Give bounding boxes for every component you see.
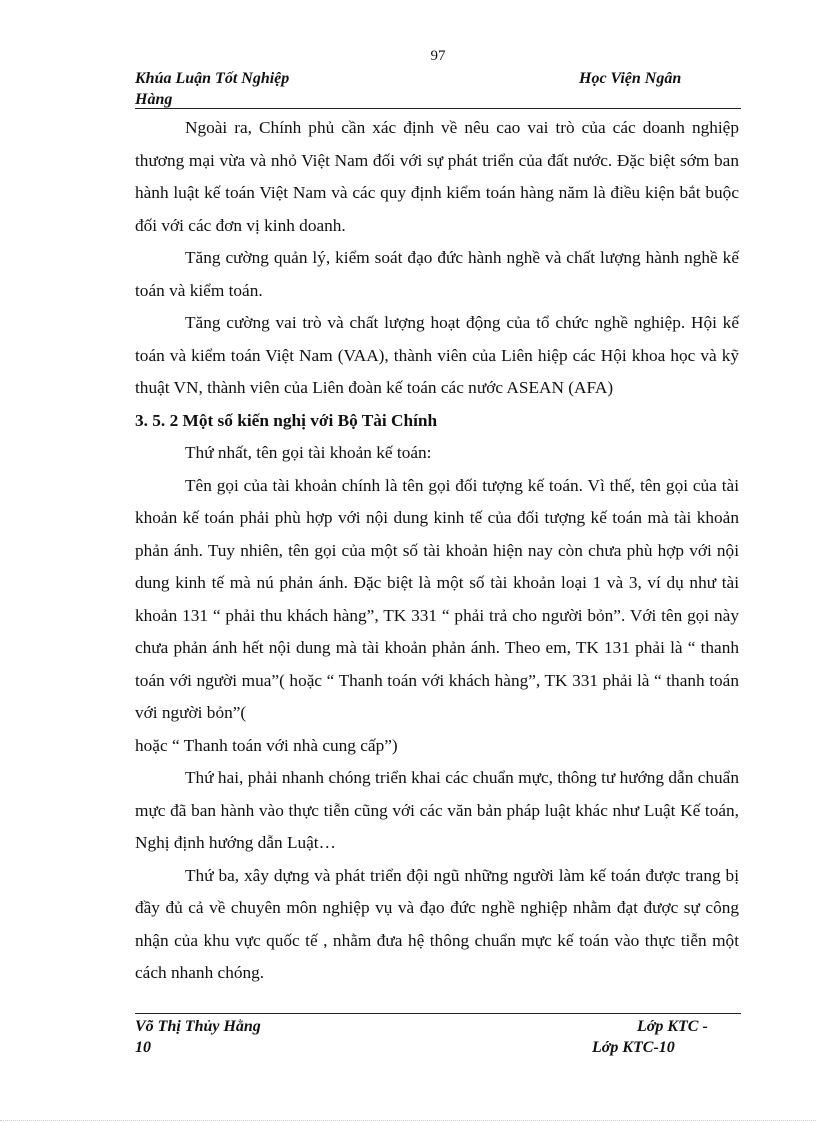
paragraph-4: Thứ nhất, tên gọi tài khoản kế toán: [185, 443, 432, 462]
paragraph-6: Thứ hai, phải nhanh chóng triển khai các chuẩn mực, thông tư hướng dẫn chuẩn mực đã ban hành vào thực tiễn cũng với các văn bản pháp luật khác như Luật Kế toán, Nghị định hướng dẫn Luật… [135, 768, 739, 852]
footer-left-line2: 10 [135, 1039, 151, 1056]
footer-rule [135, 1013, 741, 1014]
header-left-line1: Khúa Luận Tốt Nghiệp [135, 70, 290, 87]
footer-right-line1: Lớp KTC - [637, 1018, 708, 1035]
paragraph-2: Tăng cường quản lý, kiểm soát đạo đức hành nghề và chất lượng hành nghề kế toán và kiểm toán. [135, 248, 739, 300]
page-edge-divider [0, 1120, 816, 1121]
paragraph-5-continued: hoặc “ Thanh toán với nhà cung cấp”) [135, 735, 398, 755]
page-body [135, 112, 739, 990]
header-right: Học Viện Ngân [579, 70, 682, 87]
paragraph-3: Tăng cường vai trò và chất lượng hoạt động của tổ chức nghề nghiệp. Hội kế toán và kiểm toán Việt Nam (VAA), thành viên của Liên hiệp các Hội khoa học và kỹ thuật VN, thành viên của Liên đoàn kế toán các nước ASEAN (AFA) [135, 313, 739, 397]
page-number: 97 [430, 48, 446, 64]
section-heading: 3. 5. 2 Một số kiến nghị với Bộ Tài Chính [135, 410, 438, 430]
paragraph-1: Ngoài ra, Chính phủ cần xác định về nêu cao vai trò của các doanh nghiệp thương mại vừa và nhỏ Việt Nam đối với sự phát triển của đất nước. Đặc biệt sớm ban hành luật kế toán Việt Nam và các quy định kiểm toán hàng năm là điều kiện bắt buộc đối với các đơn vị kinh doanh. [135, 118, 739, 235]
footer-right-line2: Lớp KTC-10 [592, 1039, 675, 1056]
paragraph-7: Thứ ba, xây dựng và phát triển đội ngũ những người làm kế toán được trang bị đầy đủ cả về chuyên môn nghiệp vụ và đạo đức nghề nghiệp nhằm đạt được sự công nhận của khu vực quốc tế , nhằm đưa hệ thông chuẩn mực kế toán vào thực tiễn một cách nhanh chóng. [135, 865, 739, 982]
footer-left-line1: Võ Thị Thủy Hằng [135, 1018, 261, 1035]
paragraph-5: Tên gọi của tài khoản chính là tên gọi đối tượng kế toán. Vì thế, tên gọi của tài khoản kế toán phải phù hợp với nội dung kinh tế của đối tượng kế toán mà tài khoản phản ánh. Tuy nhiên, tên gọi của một số tài khoản hiện nay còn chưa phù hợp với nội dung kinh tế mà nú phản ánh. Đặc biệt là một số tài khoản loại 1 và 3, ví dụ như tài khoản 131 “ phải thu khách hàng”, TK 331 “ phải trả cho người bỏn”. Với tên gọi này chưa phản ánh hết nội dung mà tài khoản phản ánh. Theo em, TK 131 phải là “ thanh toán với người mua”( hoặc “ Thanh toán với khách hàng”, TK 331 phải là “ thanh toán với người bỏn”( [135, 475, 739, 722]
header-rule [135, 108, 741, 109]
header-left-line2: Hàng [135, 91, 173, 108]
